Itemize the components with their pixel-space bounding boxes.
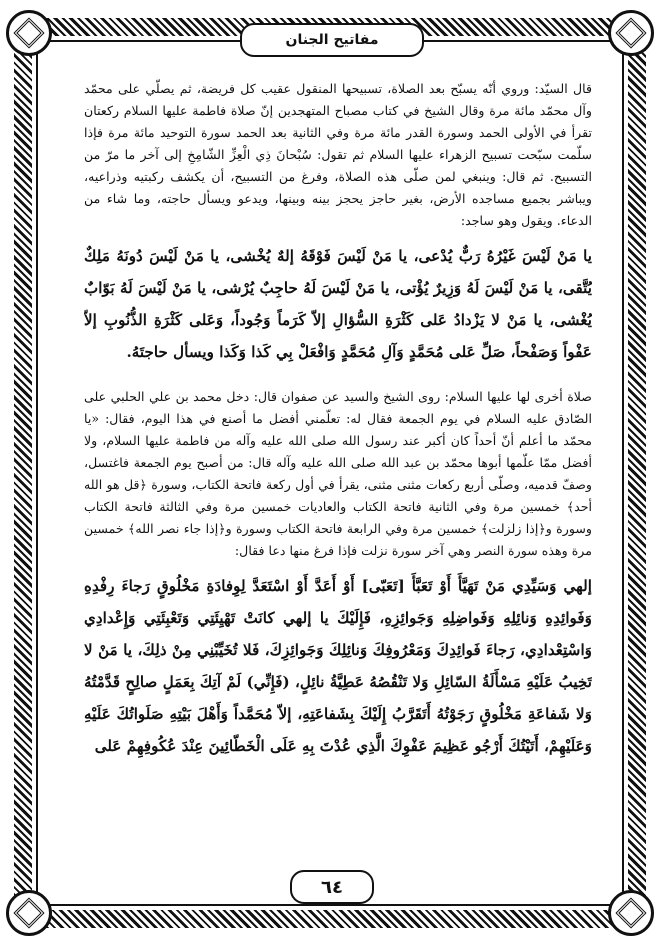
paragraph-second-prayer: صلاة أخرى لها عليها السلام: روى الشيخ والسيد عن صفوان قال: دخل محمد بن علي الحلبي على الصّادق عليه السلام في يوم الجمعة فقال له: تعلّمني أفضل ما أصنع في هذا اليوم، فقال: «يا محمّد ما أعلم أنّ أحداً كان أكبر عند رسول الله صلى الله عليه وآله من فاطمة عليها السلام، ولا أفضل ممّا علّمها أبوها محمّد بن عبد الله صلى الله عليه وآله قال: من أصبح يوم الجمعة فاغتسل، وصفّ قدميه، وصلّى أربع ركعات مثنى مثنى، يقرأ في أول ركعة فاتحة الكتاب، وسورة ﴿قل هو الله أحد﴾ خمسين مرة وفي الثانية فاتحة الكتاب والعاديات خمسين مرة وفي الثالثة فاتحة الكتاب وسورة و﴿إذا زلزلت﴾ خمسين مرة وفي الرابعة فاتحة الكتاب وسورة و﴿إذا جاء نصر الله﴾ خمسين مرة وهذه سورة النصر وهي آخر سورة نزلت فإذا فرغ منها دعا فقال: <box>84 389 592 558</box>
paragraph-intro: قال السيّد: وروي أنّه يسبّح بعد الصلاة، تسبيحها المنقول عقيب كل فريضة، ثم يصلّي على محمّد وآل محمّد مائة مرة وقال الشيخ في كتاب مصباح المتهجدين إنّ صلاة فاطمة عليها السلام ركعتان تقرأ في الأولى الحمد وسورة القدر مائة مرة وفي الثانية بعد الحمد سورة التوحيد مائة مرة فإذا سلّمت سبّحت تسبيح الزهراء عليها السلام ثم تقول: سُبْحانَ ذِي الْعِزِّ الشّامِخِ إلى آخر ما مرّ من التسبيح. ثم قال: وينبغي لمن صلّى هذه الصلاة، وفرغ من التسبيح، أن يكشف ركبتيه وذراعيه، ويباشر بجميع مساجده الأرض، بغير حاجز يحجز بينه وبينها، ويدعو ويسأل حاجته، وما شاء من الدعاء. ويقول وهو ساجد: <box>84 81 592 228</box>
corner-ornament-icon <box>608 890 654 936</box>
corner-ornament-icon <box>6 10 52 56</box>
corner-ornament-icon <box>6 890 52 936</box>
page-content <box>84 78 592 868</box>
page-number: ٦٤ <box>290 870 374 904</box>
dua-text-2: إلهي وَسَيِّدِي مَنْ تَهَيَّأَ أَوْ تَعَبَّأَ [تَعَبّى] أَوْ أَعَدَّ أَوْ اسْتَعَدَّ لِوِفادَةِ مَخْلُوقٍ رَجاءَ رِفْدِهِ وَفَوائِدِهِ وَنائِلِهِ وَفَواضِلِهِ وَجَوائِزِهِ، فَإِلَيْكَ يا إلهي كانَتْ تَهْيِئَتِي وَتَعْبِئَتِي وَإِعْدادِي وَاسْتِعْدادِي، رَجاءَ فَوائِدِكَ وَمَعْرُوفِكَ وَنائِلِكَ وَجَوائِزِكَ، فَلا تُخَيِّبْنِي مِنْ ذلِكَ، يا مَنْ لا تَخِيبُ عَلَيْهِ مَسْأَلَةُ السّائِلِ وَلا تَنْقُصُهُ عَطِيَّةُ نائِلٍ، (فَإِنِّي) لَمْ آتِكَ بِعَمَلٍ صالِحٍ قَدَّمْتُهُ وَلا شَفاعَةِ مَخْلُوقٍ رَجَوْتُهُ أَتَقَرَّبُ إِلَيْكَ بِشَفاعَتِهِ، إلاّ مُحَمَّداً وَأَهْلَ بَيْتِهِ صَلَواتُكَ عَلَيْهِ وَعَلَيْهِمْ، أَتَيْتُكَ أَرْجُو عَظِيمَ عَفْوِكَ الَّذِي عُدْتَ بِهِ عَلَى الْخَطّائِينَ عِنْدَ عُكُوفِهِمْ عَلى <box>84 577 592 755</box>
page-header-title: مفاتيح الجنان <box>240 23 424 57</box>
dua-text-1: يا مَنْ لَيْسَ غَيْرُهُ رَبٌّ يُدْعى، يا مَنْ لَيْسَ فَوْقَهُ إلهٌ يُخْشى، يا مَنْ لَيْسَ دُونَهُ مَلِكٌ يُتَّقى، يا مَنْ لَيْسَ لَهُ وَزِيرٌ يُؤْتى، يا مَنْ لَيْسَ لَهُ حاجِبٌ يُرْشى، يا مَنْ لَيْسَ لَهُ بَوّابٌ يُغْشى، يا مَنْ لا يَزْدادُ عَلى كَثْرَةِ السُّؤالِ إلاّ كَرَماً وَجُوداً، وَعَلى كَثْرَةِ الذُّنُوبِ إلاّ عَفْواً وَصَفْحاً، صَلِّ عَلى مُحَمَّدٍ وَآلِ مُحَمَّدٍ وَافْعَلْ بِي كَذا وَكَذا ويسأل حاجتَهُ. <box>84 247 592 361</box>
corner-ornament-icon <box>608 10 654 56</box>
